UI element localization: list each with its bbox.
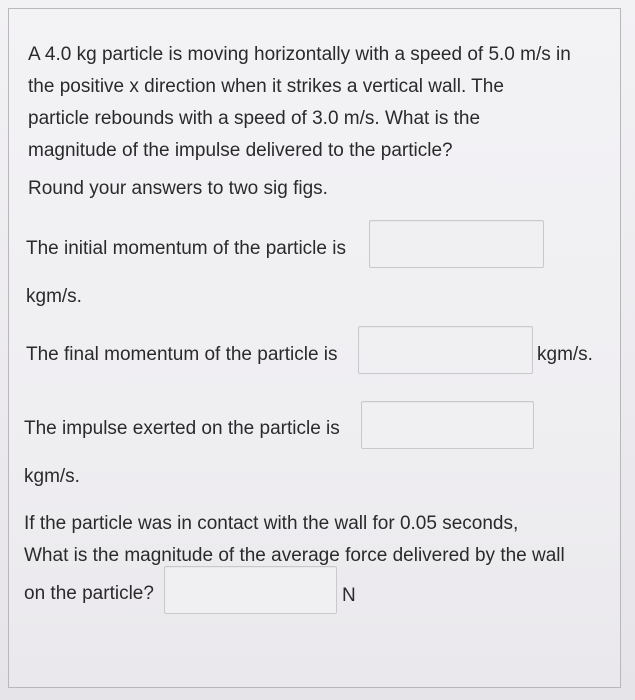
force-label: on the particle? <box>24 583 154 604</box>
final-momentum-label: The final momentum of the particle is <box>26 344 338 365</box>
initial-momentum-unit: kgm/s. <box>26 286 82 307</box>
impulse-input[interactable] <box>361 401 534 449</box>
final-momentum-unit: kgm/s. <box>537 344 593 365</box>
impulse-label: The impulse exerted on the particle is <box>24 418 340 439</box>
force-unit: N <box>342 585 356 606</box>
question-card <box>8 8 621 688</box>
rounding-note: Round your answers to two sig figs. <box>28 178 328 199</box>
problem-line-4: magnitude of the impulse delivered to the particle? <box>28 140 453 161</box>
problem-line-3: particle rebounds with a speed of 3.0 m/s. What is the <box>28 108 481 129</box>
problem-statement <box>28 39 571 167</box>
problem-line-1: A 4.0 kg particle is moving horizontally with a speed of 5.0 m/s in <box>28 44 571 65</box>
average-force-input[interactable] <box>164 566 337 614</box>
initial-momentum-label: The initial momentum of the particle is <box>26 238 346 259</box>
initial-momentum-input[interactable] <box>369 220 544 268</box>
force-question-line-2: What is the magnitude of the average force delivered by the wall <box>24 545 565 566</box>
force-question <box>24 508 565 572</box>
impulse-unit: kgm/s. <box>24 466 80 487</box>
problem-line-2: the positive x direction when it strikes a vertical wall. The <box>28 76 504 97</box>
force-question-line-1: If the particle was in contact with the wall for 0.05 seconds, <box>24 513 519 534</box>
final-momentum-input[interactable] <box>358 326 533 374</box>
